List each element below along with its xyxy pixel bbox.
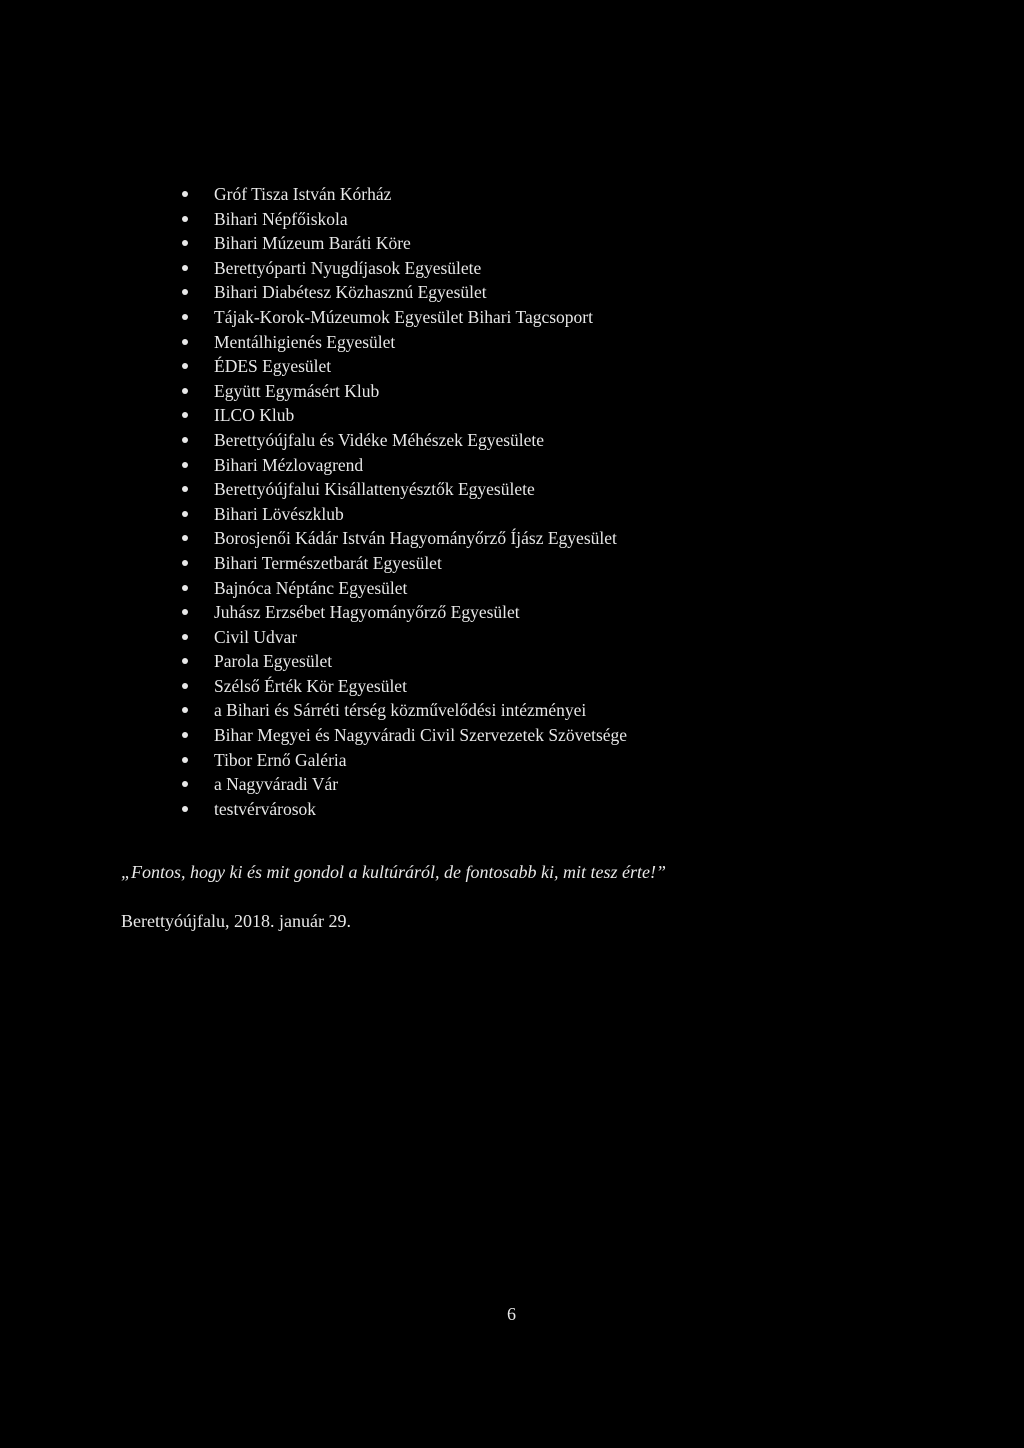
list-item xyxy=(182,723,627,748)
list-item-text: testvérvárosok xyxy=(214,798,317,819)
bullet-icon xyxy=(182,781,188,787)
bullet-icon xyxy=(182,339,188,345)
bullet-icon xyxy=(182,732,188,738)
list-item xyxy=(182,526,627,551)
list-item xyxy=(182,428,627,453)
list-item-text: Bajnóca Néptánc Egyesület xyxy=(214,577,408,598)
list-item xyxy=(182,182,627,207)
list-item xyxy=(182,280,627,305)
quote: „Fontos, hogy ki és mit gondol a kultúráról, de fontosabb ki, mit tesz érte!” xyxy=(121,862,666,882)
list-item xyxy=(182,551,627,576)
list-item xyxy=(182,330,627,355)
list-item xyxy=(182,477,627,502)
list-item xyxy=(182,748,627,773)
bullet-icon xyxy=(182,511,188,517)
bullet-icon xyxy=(182,757,188,763)
page-number: 6 xyxy=(507,1304,516,1324)
bullet-icon xyxy=(182,388,188,394)
list-item-text: Tájak-Korok-Múzeumok Egyesület Bihari Tagcsoport xyxy=(214,306,593,327)
list-item-text: Bihari Diabétesz Közhasznú Egyesület xyxy=(214,282,487,303)
bullet-icon xyxy=(182,486,188,492)
list-item-text: Bihar Megyei és Nagyváradi Civil Szervezetek Szövetsége xyxy=(214,725,628,746)
list-item xyxy=(182,576,627,601)
bullet-icon xyxy=(182,363,188,369)
bullet-icon xyxy=(182,609,188,615)
list-item-text: Parola Egyesület xyxy=(214,651,333,672)
bullet-icon xyxy=(182,265,188,271)
bullet-icon xyxy=(182,437,188,443)
bullet-icon xyxy=(182,707,188,713)
place-and-date: Berettyóújfalu, 2018. január 29. xyxy=(121,911,351,931)
list-item-text: a Nagyváradi Vár xyxy=(214,774,339,795)
list-item-text: Bihari Mézlovagrend xyxy=(214,454,364,475)
bullet-icon xyxy=(182,412,188,418)
list-item-text: ILCO Klub xyxy=(214,405,295,426)
list-item xyxy=(182,379,627,404)
list-item-text: Mentálhigienés Egyesület xyxy=(214,331,396,352)
list-item xyxy=(182,403,627,428)
list-item-text: Berettyóújfalui Kisállattenyésztők Egyesülete xyxy=(214,479,535,500)
bullet-icon xyxy=(182,658,188,664)
list-item-text: a Bihari és Sárréti térség közművelődési intézményei xyxy=(214,700,587,721)
list-item xyxy=(182,231,627,256)
bullet-icon xyxy=(182,191,188,197)
list-item xyxy=(182,256,627,281)
list-item-text: Berettyóparti Nyugdíjasok Egyesülete xyxy=(214,257,482,278)
list-item-text: Tibor Ernő Galéria xyxy=(214,749,347,770)
bullet-icon xyxy=(182,462,188,468)
list-item-text: Együtt Egymásért Klub xyxy=(214,380,380,401)
list-item xyxy=(182,502,627,527)
list-item-text: Bihari Népfőiskola xyxy=(214,208,348,229)
list-item xyxy=(182,625,627,650)
list-item-text: Juhász Erzsébet Hagyományőrző Egyesület xyxy=(214,602,520,623)
list-item-text: Bihari Múzeum Baráti Köre xyxy=(214,233,411,254)
list-item-text: ÉDES Egyesület xyxy=(214,356,332,377)
list-item xyxy=(182,453,627,478)
bullet-icon xyxy=(182,683,188,689)
bullet-icon xyxy=(182,314,188,320)
bullet-icon xyxy=(182,634,188,640)
list-item-text: Gróf Tisza István Kórház xyxy=(214,184,392,204)
list-item xyxy=(182,600,627,625)
list-item-text: Bihari Természetbarát Egyesület xyxy=(214,552,442,573)
bullet-icon xyxy=(182,216,188,222)
list-item-text: Bihari Lövészklub xyxy=(214,503,344,524)
list-item xyxy=(182,797,627,822)
list-item xyxy=(182,354,627,379)
list-item-text: Berettyóújfalu és Vidéke Méhészek Egyesülete xyxy=(214,429,545,450)
list-item xyxy=(182,305,627,330)
bullet-icon xyxy=(182,560,188,566)
list-item xyxy=(182,649,627,674)
bullet-icon xyxy=(182,535,188,541)
list-item xyxy=(182,207,627,232)
list-item xyxy=(182,772,627,797)
list-item-text: Borosjenői Kádár István Hagyományőrző Íjász Egyesület xyxy=(214,528,617,549)
list-item xyxy=(182,674,627,699)
list-item xyxy=(182,698,627,723)
list-item-text: Szélső Érték Kör Egyesület xyxy=(214,675,407,696)
bullet-icon xyxy=(182,240,188,246)
organizations-list xyxy=(182,182,627,821)
list-item-text: Civil Udvar xyxy=(214,626,298,647)
bullet-icon xyxy=(182,806,188,812)
bullet-icon xyxy=(182,289,188,295)
bullet-icon xyxy=(182,585,188,591)
